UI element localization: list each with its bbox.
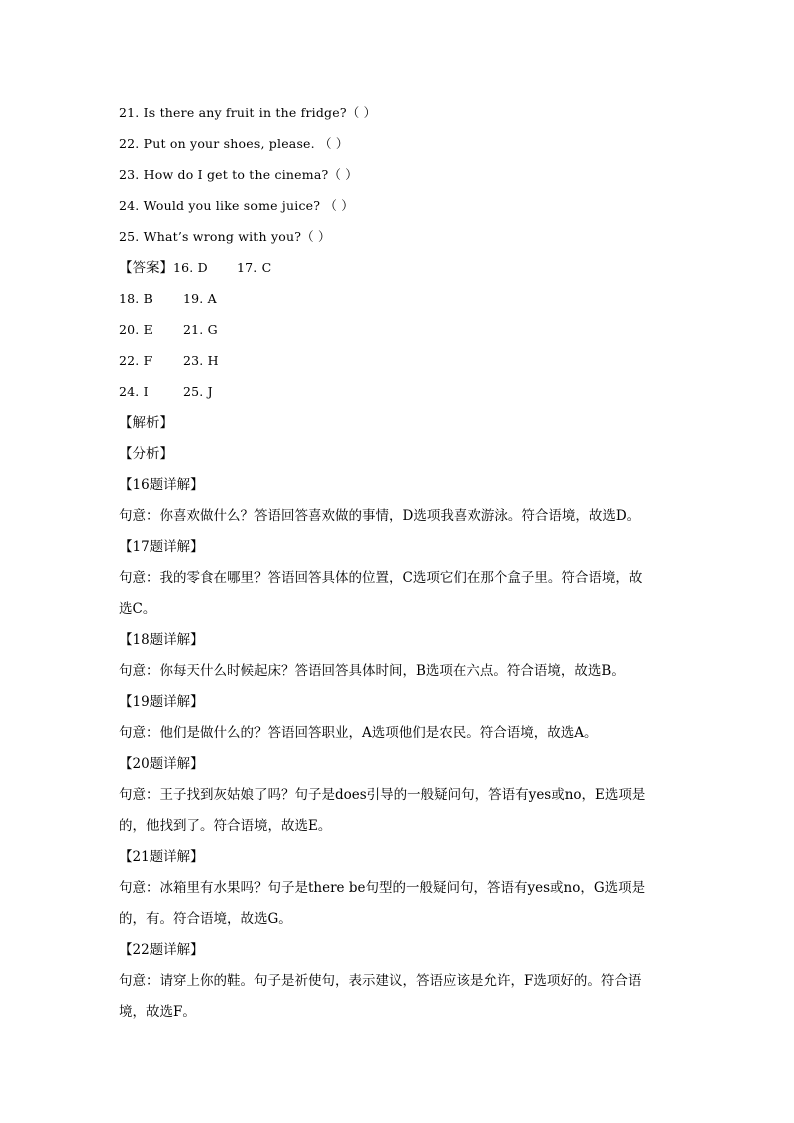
detail-17-text-cont: 选C。: [119, 601, 157, 617]
detail-17-heading: 【17题详解】: [119, 539, 204, 555]
answer-label: 【答案】: [119, 260, 173, 276]
detail-22-heading: 【22题详解】: [119, 942, 204, 958]
detail-21-text-cont: 的，有。符合语境，故选G。: [119, 911, 292, 927]
answer-item: 24. I: [119, 384, 149, 399]
detail-17-text: 句意：我的零食在哪里？答语回答具体的位置，C选项它们在那个盒子里。符合语境，故: [119, 570, 643, 586]
document-page: [119, 100, 679, 1030]
answer-item: 17. C: [237, 260, 272, 275]
answer-item: 20. E: [119, 322, 153, 337]
detail-18-text: 句意：你每天什么时候起床？答语回答具体时间，B选项在六点。符合语境，故选B。: [119, 663, 625, 679]
answer-row-1: [119, 255, 679, 286]
answer-item: 25. J: [183, 384, 213, 399]
fenxi-heading: 【分析】: [119, 446, 173, 462]
detail-21-text: 句意：冰箱里有水果吗？句子是there be句型的一般疑问句，答语有yes或no，G选项是: [119, 880, 646, 896]
detail-19-text: 句意：他们是做什么的？答语回答职业，A选项他们是农民。符合语境，故选A。: [119, 725, 598, 741]
answer-row-4: [119, 348, 679, 379]
question-22: 22. Put on your shoes, please. （ ）: [119, 136, 349, 151]
answer-item: 16. D: [173, 260, 208, 275]
analysis-heading: 【解析】: [119, 415, 173, 431]
answer-row-3: [119, 317, 679, 348]
answer-item: 21. G: [183, 322, 218, 337]
answer-row-5: [119, 379, 679, 410]
detail-22-text-cont: 境，故选F。: [119, 1004, 196, 1020]
question-23: 23. How do I get to the cinema?（ ）: [119, 167, 358, 182]
detail-20-text: 句意：王子找到灰姑娘了吗？句子是does引导的一般疑问句，答语有yes或no，E选项是: [119, 787, 646, 803]
detail-22-text: 句意：请穿上你的鞋。句子是祈使句，表示建议，答语应该是允许，F选项好的。符合语: [119, 973, 642, 989]
answer-item: 23. H: [183, 353, 219, 368]
answer-item: 22. F: [119, 353, 153, 368]
detail-18-heading: 【18题详解】: [119, 632, 204, 648]
detail-19-heading: 【19题详解】: [119, 694, 204, 710]
detail-21-heading: 【21题详解】: [119, 849, 204, 865]
question-21: 21. Is there any fruit in the fridge?（ ）: [119, 105, 377, 120]
detail-20-text-cont: 的，他找到了。符合语境，故选E。: [119, 818, 332, 834]
question-25: 25. What’s wrong with you?（ ）: [119, 229, 331, 244]
question-24: 24. Would you like some juice? （ ）: [119, 198, 354, 213]
answer-item: 18. B: [119, 291, 154, 306]
detail-16-text: 句意：你喜欢做什么？答语回答喜欢做的事情，D选项我喜欢游泳。符合语境，故选D。: [119, 508, 641, 524]
answer-row-2: [119, 286, 679, 317]
detail-20-heading: 【20题详解】: [119, 756, 204, 772]
answer-item: 19. A: [183, 291, 217, 306]
detail-16-heading: 【16题详解】: [119, 477, 204, 493]
